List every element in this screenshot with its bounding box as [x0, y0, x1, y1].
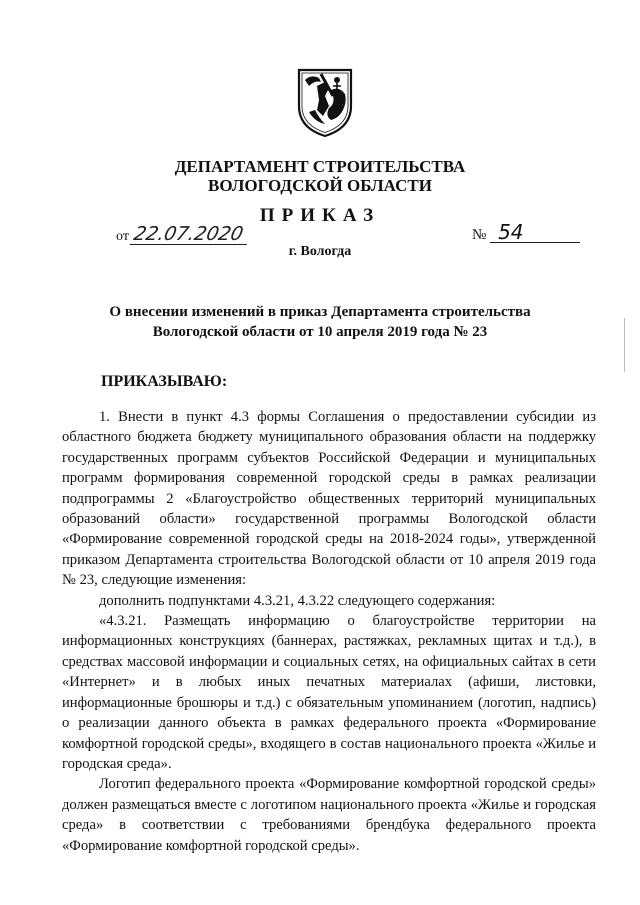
order-date: [116, 224, 249, 245]
order-subject-line1: О внесении изменений в приказ Департамента строительства: [109, 304, 531, 320]
order-subject-line2: Вологодской области от 10 апреля 2019 года № 23: [152, 324, 488, 340]
margin-mark: [624, 318, 625, 372]
order-body: [62, 407, 596, 856]
order-paragraph-1: 1. Внести в пункт 4.3 формы Соглашения о предоставлении субсидии из областного бюджета бюджету муниципального образования области на поддержку государственных программ субъектов Российской Федерации и муниципальных программ формирования современной городской среды в рамках реализации подпрограммы 2 «Благоустройство общественных территорий муниципальных образований области» государственной программы Вологодской области «Формирование современной городской среды на 2018-2024 годы», утвержденной приказом Департамента строительства Вологодской области от 10 апреля 2019 года № 23, следующие изменения:: [62, 409, 596, 589]
order-paragraph-2: дополнить подпунктами 4.3.21, 4.3.22 следующего содержания:: [99, 592, 496, 609]
date-handwritten: 22.07.2020: [130, 224, 251, 245]
order-paragraph-4: Логотип федерального проекта «Формирование комфортной городской среды» должен размещаться вместе с логотипом национального проекта «Жилье и городская среда» в соответствии с требованиями брендбука федерального проекта «Формирование комфортной городской среды».: [62, 776, 596, 854]
number-handwritten: 54: [490, 222, 580, 243]
order-keyword: ПРИКАЗЫВАЮ:: [101, 373, 228, 390]
number-prefix: №: [472, 227, 487, 243]
department-name-line1: ДЕПАРТАМЕНТ СТРОИТЕЛЬСТВА: [174, 157, 466, 176]
department-name-line2: ВОЛОГОДСКОЙ ОБЛАСТИ: [208, 176, 432, 195]
city-name: г. Вологда: [288, 244, 352, 259]
vologda-coat-of-arms-icon: [295, 66, 355, 138]
order-paragraph-3: «4.3.21. Размещать информацию о благоустройстве территории на информационных конструкциях (баннерах, растяжках, рекламных щитах и т.д.), в средствах массовой информации и социальных сетях, на официальных сайтах в сети «Интернет» и в любых иных печатных материалах (афиши, листовки, информационные брошюры и т.д.) с обязательным упоминанием (логотип, надпись) о реализации данного объекта в рамках федерального проекта «Формирование комфортной городской среды», входящего в состав национального проекта «Жилье и городская среда».: [62, 613, 596, 772]
document-type-title: ПРИКАЗ: [259, 205, 381, 226]
date-prefix: от: [116, 229, 129, 244]
order-number: [472, 222, 580, 244]
